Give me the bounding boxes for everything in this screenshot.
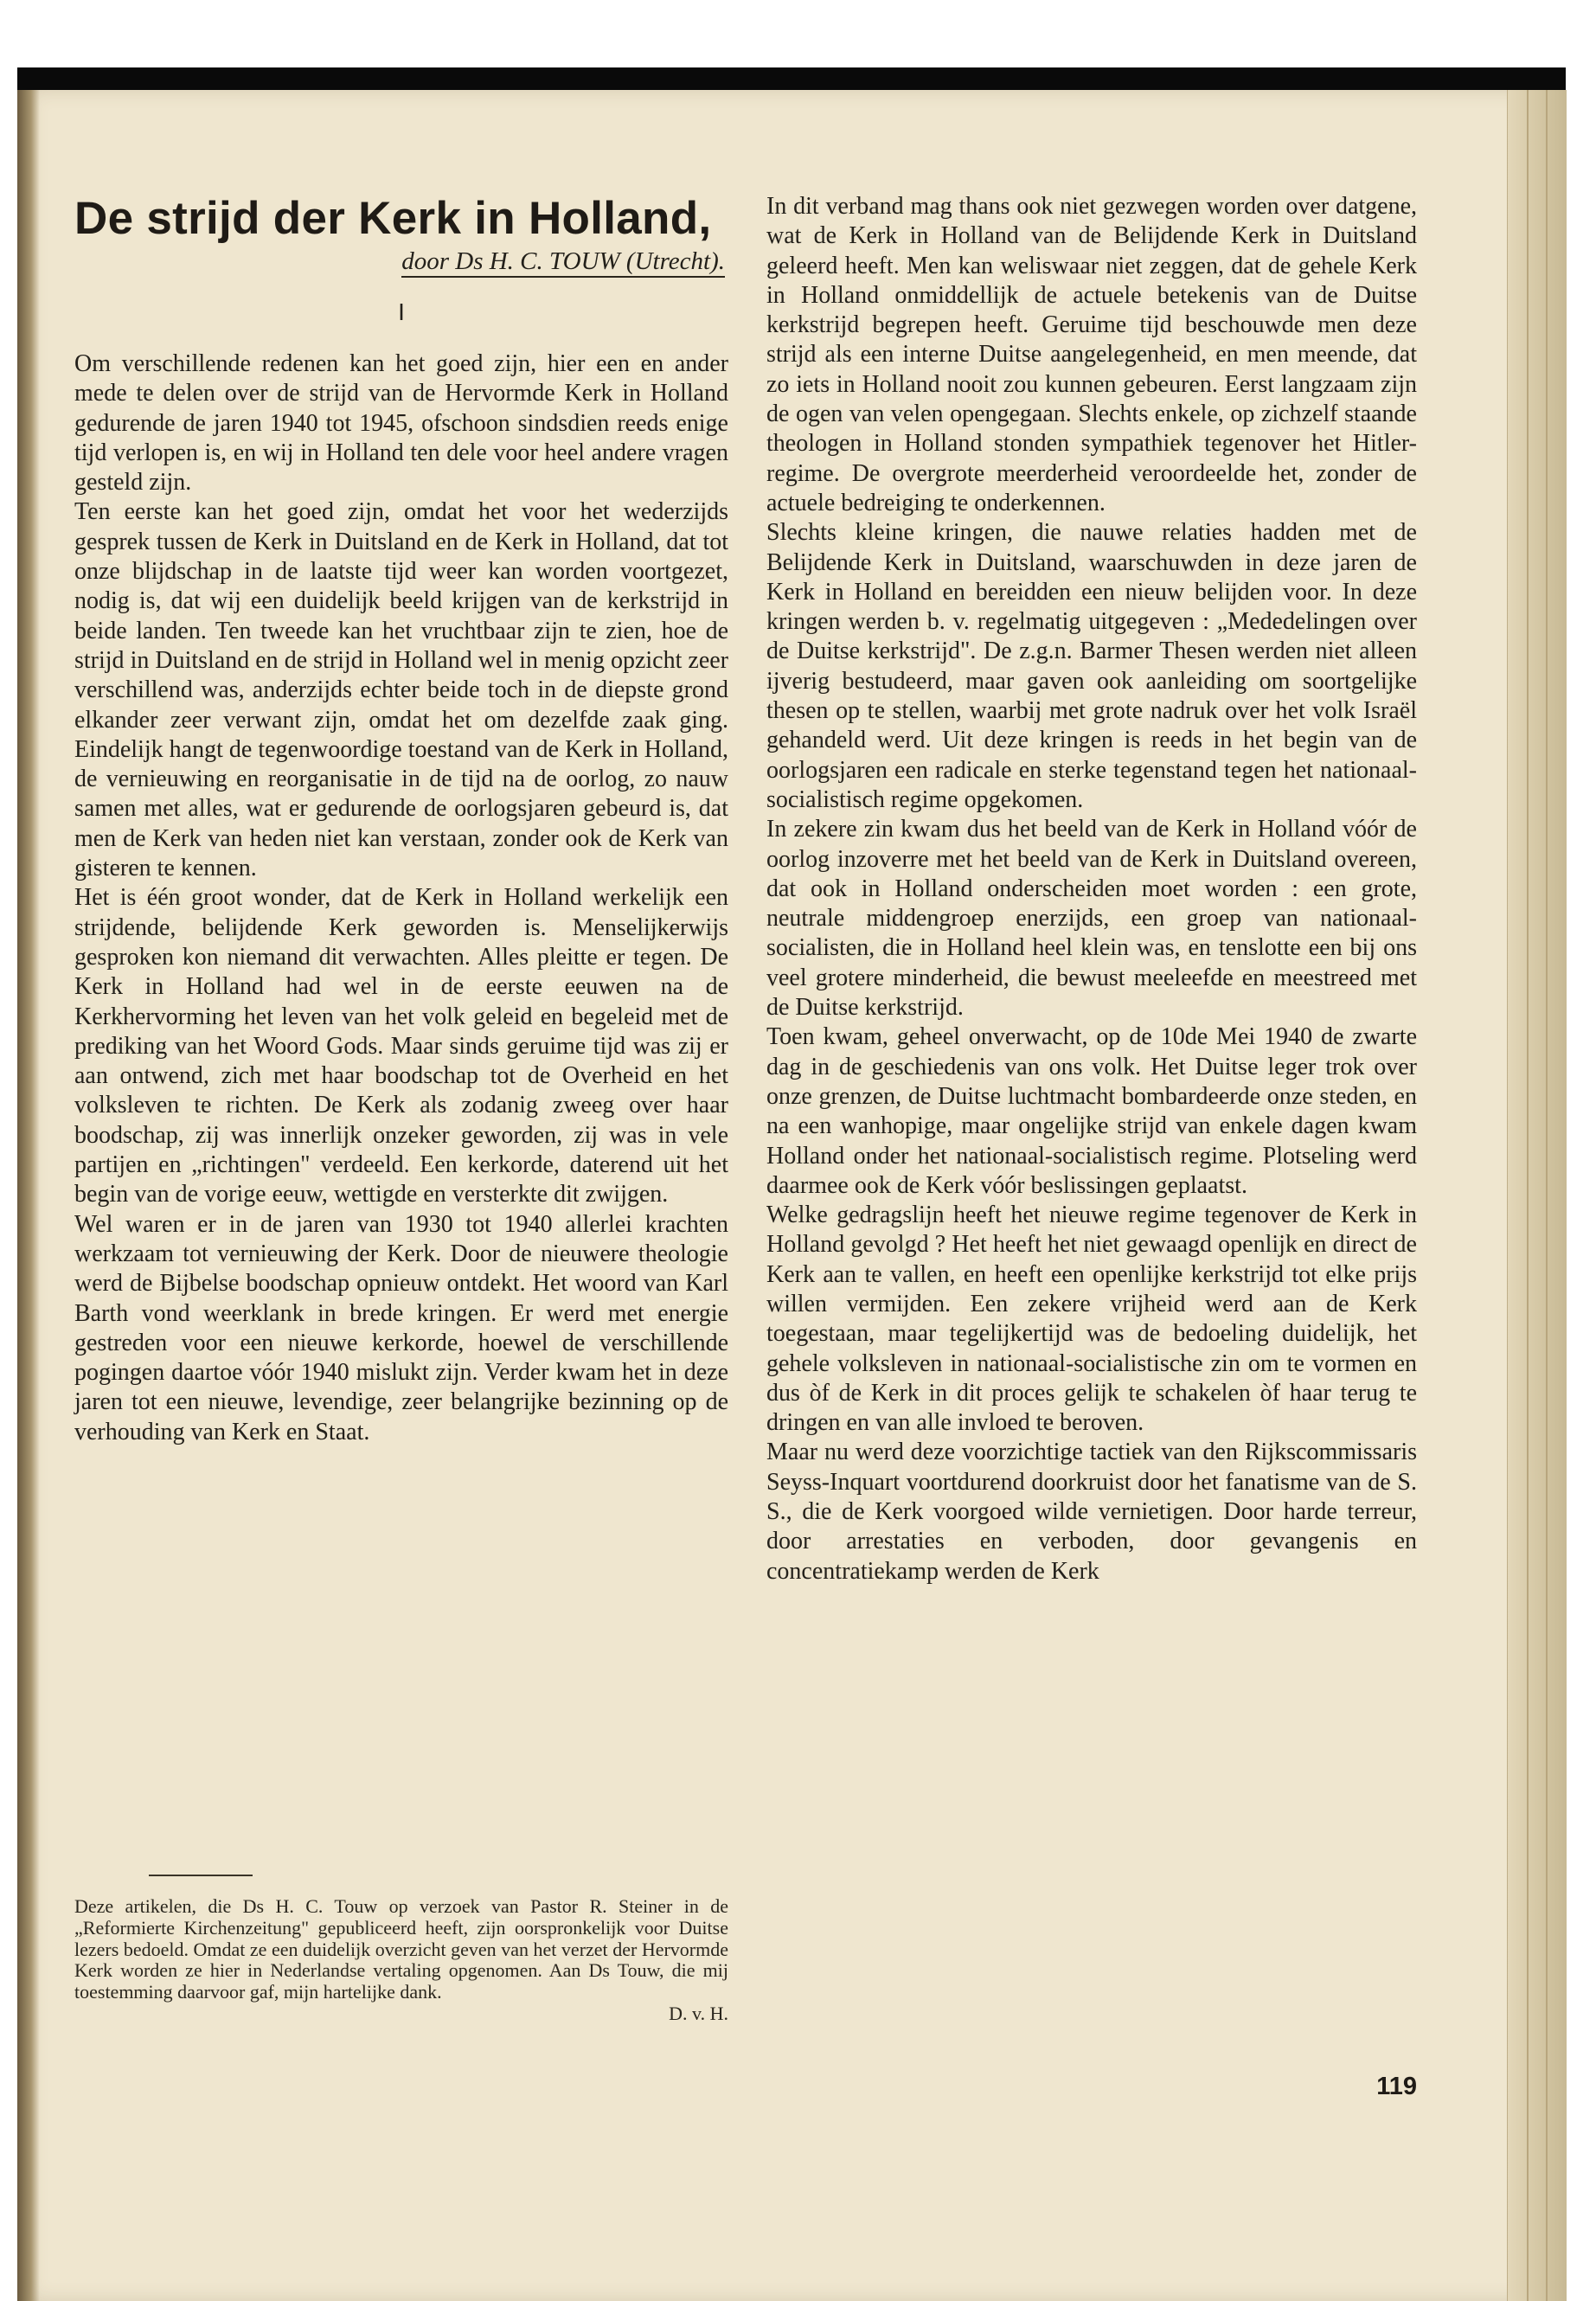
byline-text: door Ds H. C. TOUW (Utrecht). xyxy=(401,247,725,278)
right-paragraph: Welke gedragslijn heeft het nieuwe regime tegenover de Kerk in Holland gevolgd ? Het heeft het niet gewaagd openlijk en direct de Kerk aan te vallen, en heeft een openlijke kerkstrijd tot elke prijs willen vermijden. Een zekere vrijheid werd aan de Kerk toegestaan, maar tegelijkertijd was de bedoeling duidelijk, het gehele volksleven in nationaal-socialistische zin om te vormen en dus òf de Kerk in dit proces gelijk te schakelen òf haar terug te dringen en van alle invloed te beroven. xyxy=(766,1202,1417,1437)
right-column xyxy=(766,192,1417,1586)
right-paragraph: Toen kwam, geheel onverwacht, op de 10de Mei 1940 de zwarte dag in de geschiedenis van ons volk. Het Duitse leger trok over onze grenzen, de Duitse luchtmacht bombardeerde onze steden, en na een wanhopige, maar ongelijke strijd van enkele dagen kwam Holland onder het nationaal-socialistisch regime. Plotseling werd daarmee ook de Kerk vóór beslissingen geplaatst. xyxy=(766,1023,1417,1199)
right-paragraph: Slechts kleine kringen, die nauwe relaties hadden met de Belijdende Kerk in Duitsland, waarschuwden in deze jaren de Kerk in Holland en bereidden een nieuw belijden voor. In deze kringen werden b. v. regelmatig uitgegeven : „Mededelingen over de Duitse kerkstrijd". De z.g.n. Barmer Thesen werden niet alleen ijverig bestudeerd, maar gaven ook aanleiding om soortgelijke thesen op te stellen, waarbij met grote nadruk over het volk Israël gehandeld werd. Uit deze kringen is reeds in het begin van de oorlogsjaren een radicale en sterke tegenstand tegen het nationaal-socialistisch regime opgekomen. xyxy=(766,519,1417,813)
page-edge-stack xyxy=(1507,90,1567,2301)
article-title: De strijd der Kerk in Holland, xyxy=(74,193,712,244)
right-paragraph: In zekere zin kwam dus het beeld van de Kerk in Holland vóór de oorlog inzoverre met het beeld van de Kerk in Duitsland overeen, dat ook in Holland onderscheiden moet worden : een grote, neutrale middengroep enerzijds, een groep van nationaal-socialisten, die in Holland heel klein was, en tenslotte een bij ons veel grotere minderheid, die bewust meeleefde en meestreed met de Duitse kerkstrijd. xyxy=(766,816,1417,1022)
left-paragraph: Het is één groot wonder, dat de Kerk in Holland werkelijk een strijdende, belijdende Kerk geworden is. Menselijkerwijs gesproken kon niemand dit verwachten. Alles pleitte er tegen. De Kerk in Holland had wel in de eerste eeuwen na de Kerkhervorming het leven van het volk geleid en begeleid met de prediking van het Woord Gods. Maar sinds geruime tijd was zij er aan ontwend, zich met haar boodschap tot de Overheid en het volksleven te richten. De Kerk als zodanig zweeg over haar boodschap, zij was innerlijk onzeker geworden, zij was in vele partijen en „richtingen" verdeeld. Een kerkorde, daterend uit het begin van de vorige eeuw, wettigde en versterkte dit zwijgen. xyxy=(74,884,728,1208)
footnote-signature: D. v. H. xyxy=(669,2002,728,2024)
left-paragraph: Om verschillende redenen kan het goed zijn, hier een en ander mede te delen over de strijd van de Hervormde Kerk in Holland gedurende de jaren 1940 tot 1945, ofschoon sindsdien reeds enige tijd verlopen is, en wij in Holland ten dele voor heel andere vragen gesteld zijn. xyxy=(74,350,728,497)
left-paragraph: Wel waren er in de jaren van 1930 tot 1940 allerlei krachten werkzaam tot vernieuwing der Kerk. Door de nieuwere theologie werd de Bijbelse boodschap opnieuw ontdekt. Het woord van Karl Barth vond weerklank in brede kringen. Er werd met energie gestreden voor een nieuwe kerkorde, hoewel de verschillende pogingen daartoe vóór 1940 mislukt zijn. Verder kwam het in deze jaren tot een nieuwe, levendige, zeer belangrijke bezinning op de verhouding van Kerk en Staat. xyxy=(74,1210,728,1445)
article-byline xyxy=(74,246,725,277)
footnote-signature-row xyxy=(74,2003,728,2025)
right-paragraph: Maar nu werd deze voorzichtige tactiek van den Rijkscommissaris Seyss-Inquart voortdurend doorkruist door het fanatisme van de S. S., die de Kerk voorgoed wilde vernietigen. Door harde terreur, door arrestaties en verboden, door gevangenis en concentratiekamp werden de Kerk xyxy=(766,1439,1417,1585)
page-number: 119 xyxy=(1376,2073,1417,2100)
footnote xyxy=(74,1896,728,2025)
page-binding-shadow xyxy=(17,90,40,2301)
right-paragraph: In dit verband mag thans ook niet gezwegen worden over datgene, wat de Kerk in Holland van de Belijdende Kerk in Duitsland geleerd heeft. Men kan weliswaar niet zeggen, dat de gehele Kerk in Holland onmiddellijk de actuele betekenis van de Duitse kerkstrijd begrepen heeft. Geruime tijd beschouwde men deze strijd als een interne Duitse aangelegenheid, en men meende, dat zo iets in Holland nooit zou kunnen gebeuren. Eerst langzaam zijn de ogen van velen opengegaan. Slechts enkele, op zichzelf staande theologen in Holland stonden sympathiek tegenover het Hitler-regime. De overgrote meerderheid veroordeelde het, zonder de actuele bedreiging te onderkennen. xyxy=(766,193,1417,516)
left-column xyxy=(74,349,728,1447)
footnote-text: Deze artikelen, die Ds H. C. Touw op verzoek van Pastor R. Steiner in de „Reformierte Kirchenzeitung" gepubliceerd heeft, zijn oorspronkelijk voor Duitse lezers bedoeld. Omdat ze een duidelijk overzicht geven van het verzet der Hervormde Kerk worden ze hier in Nederlandse vertaling opgenomen. Aan Ds Touw, die mij toestemming daarvoor gaf, mijn hartelijke dank. xyxy=(74,1895,728,2003)
footnote-rule xyxy=(149,1875,253,1876)
section-number: I xyxy=(398,298,405,325)
left-paragraph: Ten eerste kan het goed zijn, omdat het voor het wederzijds gesprek tussen de Kerk in Duitsland en de Kerk in Holland, dat tot onze blijdschap in de laatste tijd weer kan worden voortgezet, nodig is, dat wij een duidelijk beeld krijgen van de kerkstrijd in beide landen. Ten tweede kan het vruchtbaar zijn te zien, hoe de strijd in Duitsland en de strijd in Holland wel in menig opzicht zeer verschillend was, anderzijds echter beide toch in de diepste grond elkander zeer verwant zijn, omdat het om dezelfde zaak ging. Eindelijk hangt de tegenwoordige toestand van de Kerk in Holland, de vernieuwing en reorganisatie in de tijd na de oorlog, zo nauw samen met alles, wat er gedurende de oorlogsjaren gebeurd is, dat men de Kerk van heden niet kan verstaan, zonder ook de Kerk van gisteren te kennen. xyxy=(74,498,728,882)
